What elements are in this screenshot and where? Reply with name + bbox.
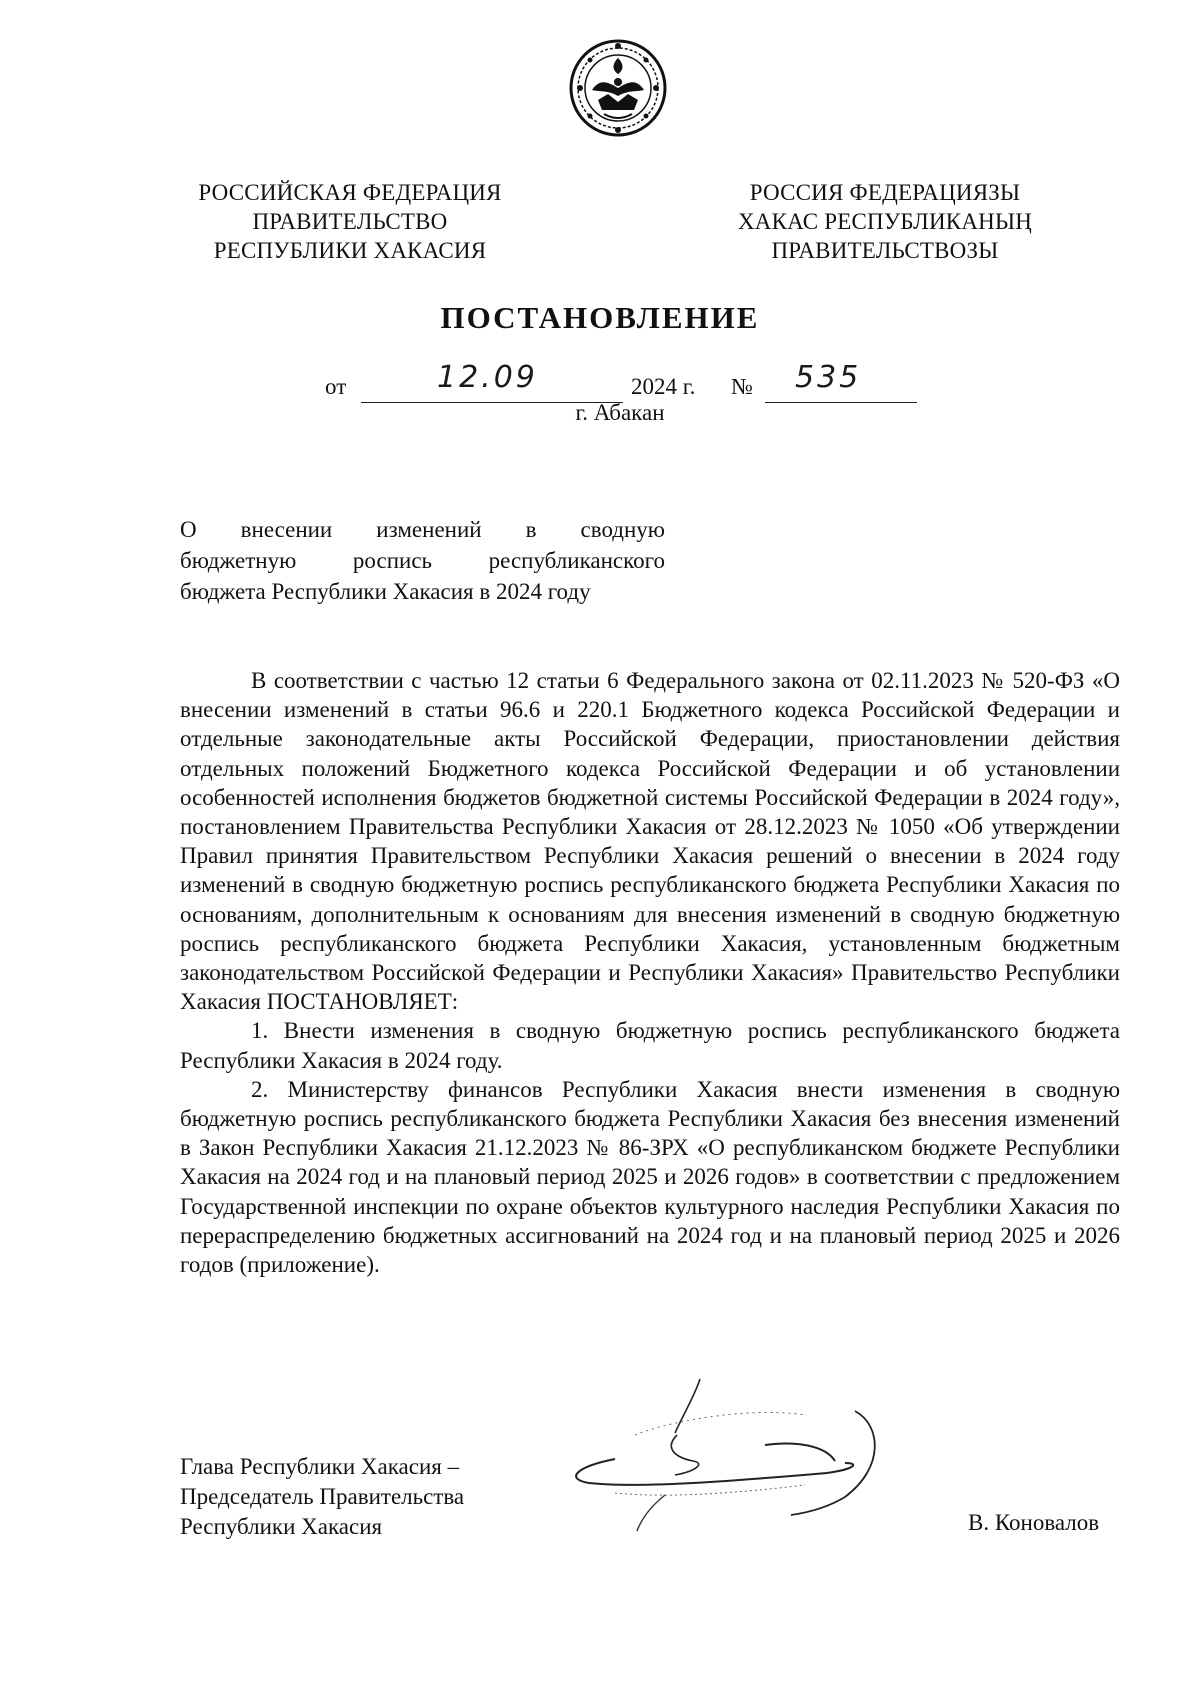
date-prefix: от: [325, 374, 347, 399]
header-left-line: РЕСПУБЛИКИ ХАКАСИЯ: [213, 238, 487, 263]
signatory-position-line: Республики Хакасия: [180, 1514, 383, 1539]
item-2-paragraph: 2. Министерству финансов Республики Хакасия внести изменения в сводную бюджетную роспись республиканского бюджета Республики Хакасия без внесения изменений в Закон Республики Хакасия 21.12.2023 № 86-ЗРХ «О республиканском бюджете Республики Хакасия на 2024 год и на плановый период 2025 и 2026 годов» в соответствии с предложением Государственной инспекции по охране объектов культурного наследия Республики Хакасия по перераспределению бюджетных ассигнований на 2024 год и на плановый период 2025 и 2026 годов (приложение).: [180, 1076, 1120, 1278]
header-left-line: ПРАВИТЕЛЬСТВО: [252, 209, 448, 234]
subject-line: О внесении изменений в сводную: [180, 517, 665, 542]
coat-of-arms-icon: [568, 38, 668, 138]
header-right: [695, 178, 1075, 265]
preamble-paragraph: В соответствии с частью 12 статьи 6 Федерального закона от 02.11.2023 № 520-ФЗ «О внесении изменений в статьи 96.6 и 220.1 Бюджетного кодекса Российской Федерации и отдельные законодательные акты Российской Федерации, приостановлении действия отдельных положений Бюджетного кодекса Российской Федерации и об установлении особенностей исполнения бюджетов бюджетной системы Российской Федерации в 2024 году», постановлением Правительства Республики Хакасия от 28.12.2023 № 1050 «Об утверждении Правил принятия Правительством Республики Хакасия решений о внесении в 2024 году изменений в сводную бюджетную роспись республиканского бюджета Республики Хакасия по основаниям, дополнительным к основаниям для внесения изменений в сводную бюджетную роспись республиканского бюджета Республики Хакасия, установленным бюджетным законодательством Российской Федерации и Республики Хакасия» Правительство Республики Хакасия ПОСТАНОВЛЯЕТ:: [180, 668, 1120, 1015]
header-left-line: РОССИЙСКАЯ ФЕДЕРАЦИЯ: [198, 180, 502, 205]
year-label: 2024 г.: [631, 374, 696, 399]
handwritten-date: 12.09: [437, 360, 538, 395]
subject-line: бюджетную роспись республиканского: [180, 548, 665, 573]
header-right-line: ПРАВИТЕЛЬСТВОЗЫ: [771, 238, 999, 263]
number-label: №: [731, 374, 753, 399]
subject: [180, 514, 665, 607]
handwritten-signature-icon: [555, 1375, 955, 1535]
handwritten-number: 535: [795, 360, 862, 395]
document-title: ПОСТАНОВЛЕНИЕ: [440, 300, 760, 335]
item-1-paragraph: 1. Внести изменения в сводную бюджетную роспись республиканского бюджета Республики Хакасия в 2024 году.: [180, 1018, 1120, 1073]
header-right-line: ХАКАС РЕСПУБЛИКАНЫҢ: [737, 209, 1033, 234]
header-left: [160, 178, 540, 265]
subject-line: бюджета Республики Хакасия в 2024 году: [180, 579, 591, 604]
signatory-position: [180, 1452, 464, 1542]
date-line: [325, 360, 925, 404]
header-right-line: РОССИЯ ФЕДЕРАЦИЯЗЫ: [749, 180, 1021, 205]
city: г. Абакан: [575, 400, 665, 425]
signatory-position-line: Председатель Правительства: [180, 1484, 465, 1509]
signatory-position-line: Глава Республики Хакасия –: [180, 1454, 460, 1479]
document-body: [180, 666, 1120, 1279]
signatory-name: В. Коновалов: [968, 1510, 1100, 1535]
